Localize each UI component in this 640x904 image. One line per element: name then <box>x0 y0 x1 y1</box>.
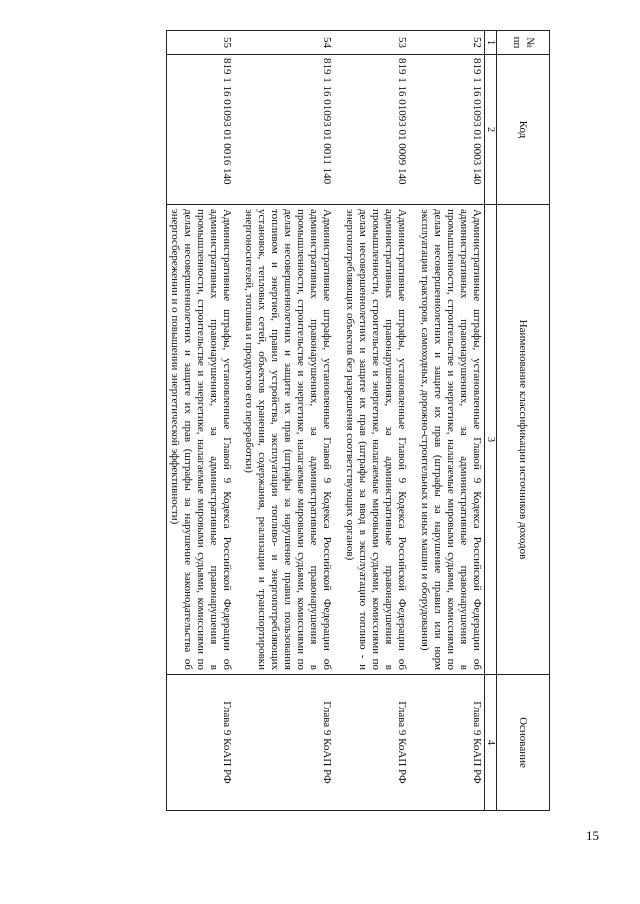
row-number: 52 <box>417 31 484 55</box>
table-row <box>417 31 484 811</box>
row-code: 819 1 16 01093 01 0016 140 <box>166 55 233 205</box>
column-number: 4 <box>485 675 497 811</box>
row-code: 819 1 16 01093 01 0011 140 <box>242 55 335 205</box>
header-number: № пп <box>497 31 550 55</box>
row-spacer <box>234 31 242 811</box>
row-number: 53 <box>342 31 409 55</box>
table-row <box>166 31 233 811</box>
row-number: 55 <box>166 31 233 55</box>
table-row <box>242 31 335 811</box>
row-name: Административные штрафы, установленные Главой 9 Кодекса Российской Федерации об административных правонарушениях, за административные правонарушения в промышленности, строительстве и энергетике, налагаемые мировыми судьями, комиссиями по делам несовершеннолетних и защите их прав (штрафы за ввод в эксплуатацию топливо - и энергопотребляющих объектов без разрешения соответствующих органов) <box>342 205 409 675</box>
row-basis: Глава 9 КоАП РФ <box>242 675 335 811</box>
row-code: 819 1 16 01093 01 0003 140 <box>417 55 484 205</box>
row-name: Административные штрафы, установленные Главой 9 Кодекса Российской Федерации об административных правонарушениях, за административные правонарушения в промышленности, строительстве и энергетике, налагаемые мировыми судьями, комиссиями по делам несовершеннолетних и защите их прав (штрафы за нарушение законодательства об энергосбережении и о повышении энергетической эффективности) <box>166 205 233 675</box>
column-number: 2 <box>485 55 497 205</box>
column-number-row <box>485 31 497 811</box>
header-basis: Основание <box>497 675 550 811</box>
row-name: Административные штрафы, установленные Главой 9 Кодекса Российской Федерации об административных правонарушениях, за административные правонарушения в промышленности, строительстве и энергетике, налагаемые мировыми судьями, комиссиями по делам несовершеннолетних и защите их прав (штрафы за нарушение правил пользования топливом и энергией, правил устройства, эксплуатации топливо- и энергопотребляющих установок, тепловых сетей, объектов хранения, содержания, реализации и транспортировки энергоносителей, топлива и продуктов его переработки) <box>242 205 335 675</box>
table-row <box>342 31 409 811</box>
row-name: Административные штрафы, установленные Главой 9 Кодекса Российской Федерации об административных правонарушениях, за административные правонарушения в промышленности, строительстве и энергетике, налагаемые мировыми судьями, комиссиями по делам несовершеннолетних и защите их прав (штрафы за нарушение правил или норм эксплуатации тракторов, самоходных, дорожно-строительных и иных машин и оборудования) <box>417 205 484 675</box>
row-code: 819 1 16 01093 01 0009 140 <box>342 55 409 205</box>
row-basis: Глава 9 КоАП РФ <box>417 675 484 811</box>
row-spacer <box>409 31 417 811</box>
revenue-classification-table <box>166 30 550 811</box>
row-basis: Глава 9 КоАП РФ <box>166 675 233 811</box>
table-header-row <box>497 31 550 811</box>
row-basis: Глава 9 КоАП РФ <box>342 675 409 811</box>
row-spacer <box>334 31 342 811</box>
header-name: Наименование классификации источников доходов <box>497 205 550 675</box>
page-number: 15 <box>586 828 599 843</box>
column-number: 3 <box>485 205 497 675</box>
column-number: 1 <box>485 31 497 55</box>
rotated-landscape-page <box>80 30 550 810</box>
header-code: Код <box>497 55 550 205</box>
row-number: 54 <box>242 31 335 55</box>
